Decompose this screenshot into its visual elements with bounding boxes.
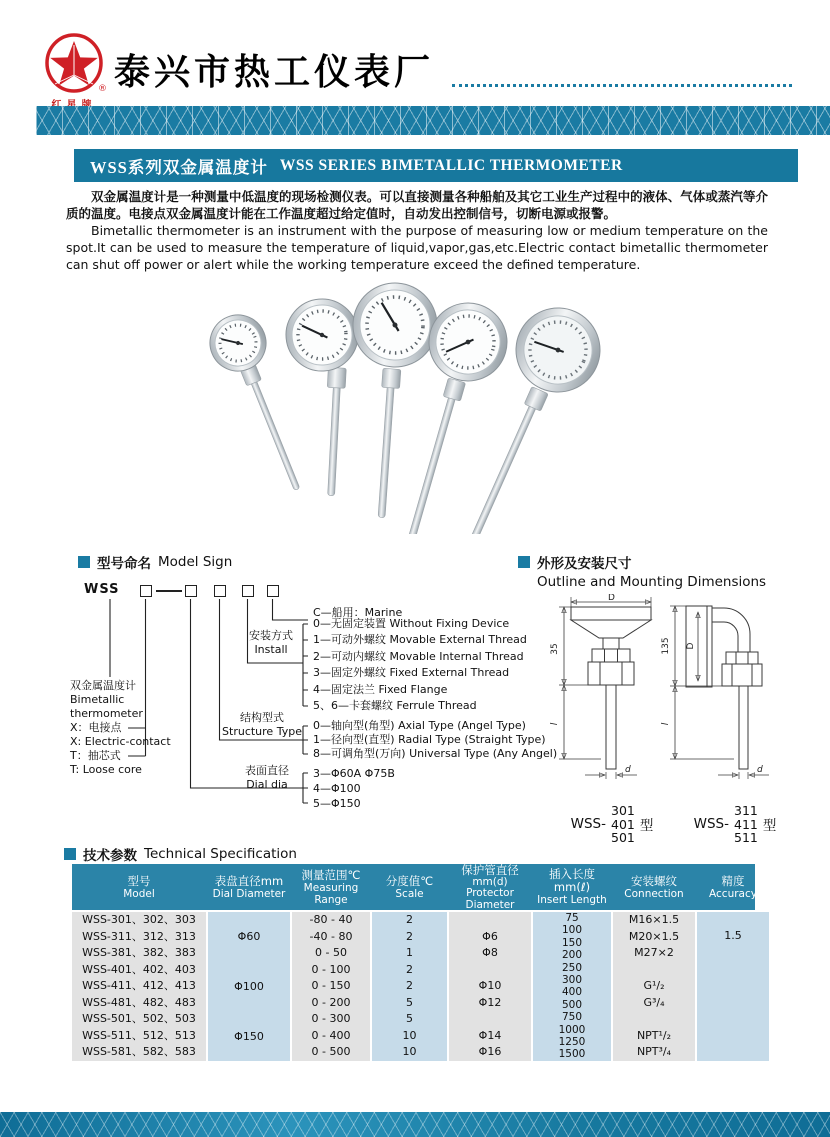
- outline-drawing-angle: [660, 594, 810, 809]
- table-row: WSS-381、382、383: [82, 946, 196, 960]
- dial-options: [313, 766, 395, 811]
- lattice-band-bottom: [0, 1112, 830, 1137]
- structure-option: 0—轴向型(角型) Axial Type (Angel Type): [313, 719, 526, 732]
- spec-heading-en: Technical Specification: [144, 846, 297, 862]
- svg-text:D: D: [608, 594, 615, 603]
- svg-text:l: l: [661, 722, 671, 726]
- install-option: 0—无固定装置 Without Fixing Device: [313, 617, 510, 630]
- table-row: WSS-511、512、513: [82, 1028, 196, 1042]
- drawing-label-angle: WSS- 311 411 511 型: [693, 803, 777, 845]
- model-sign-heading: [78, 552, 232, 572]
- section-bullet: [518, 556, 530, 568]
- drawing-label-straight: WSS- 301 401 501 型: [570, 803, 654, 845]
- model-digit-box-1: [140, 585, 152, 597]
- col-header-connection: 安装螺纹 Connection: [624, 873, 684, 900]
- protector-column: Φ6 Φ8 Φ10 Φ12 Φ14 Φ16: [449, 912, 531, 1061]
- series-title-en: WSS SERIES BIMETALLIC THERMOMETER: [279, 156, 623, 174]
- dial-option: 3—Φ60A Φ75B: [313, 767, 395, 780]
- outline-heading-en: Outline and Mounting Dimensions: [537, 574, 767, 590]
- table-row: WSS-581、582、583: [82, 1045, 196, 1059]
- svg-text:d: d: [625, 765, 631, 775]
- connection-column: M16×1.5 M20×1.5 M27×2 G¹/₂ G³/₄ NPT¹/₂ NPT³/₄: [613, 912, 695, 1061]
- svg-text:35: 35: [550, 643, 560, 655]
- dial-dia-label: 表面直径 Dial dia: [245, 764, 289, 791]
- svg-text:d: d: [757, 765, 763, 775]
- table-row: WSS-311、312、313: [82, 929, 196, 943]
- section-bullet: [64, 848, 76, 860]
- lattice-band-top: [36, 106, 830, 135]
- model-digit-box-2: [185, 585, 197, 597]
- install-label: 安装方式 Install: [249, 629, 293, 656]
- spec-table-body: [72, 912, 755, 1061]
- dial-diameter-column: Φ60 Φ100 Φ150: [208, 912, 290, 1061]
- model-sign-heading-en: Model Sign: [158, 554, 233, 570]
- dial-option: 4—Φ100: [313, 782, 361, 795]
- col-header-insert: 插入长度mm(ℓ) Insert Length: [537, 867, 607, 906]
- product-photo: [150, 276, 670, 534]
- col-header-scale: 分度值℃ Scale: [385, 873, 434, 900]
- model-prefix: WSS: [84, 582, 120, 597]
- spec-table-header: [72, 864, 755, 910]
- marine-option: C—船用：Marine: [313, 606, 403, 619]
- structure-label: 结构型式 Structure Type: [222, 711, 302, 738]
- structure-option: 1—径向型(直型) Radial Type (Straight Type): [313, 732, 546, 746]
- col-header-model: 型号 Model: [123, 873, 155, 900]
- model-digit-box-3: [214, 585, 226, 597]
- outline-heading-zh: 外形及安装尺寸: [537, 556, 632, 572]
- install-option: 5、6—卡套螺纹 Ferrule Thread: [313, 698, 477, 712]
- intro-paragraph-en: Bimetallic thermometer is an instrument with the purpose of measuring low or medium temperature on the spot.It can be used to measure the temperature of liquid,vapor,gas,etc.Electric contact bimetallic thermometer can shut off power or alert while the working temperature exceed the defined temperature.: [66, 223, 768, 272]
- registered-mark: ®: [98, 84, 107, 94]
- structure-options: [313, 719, 557, 760]
- col-header-protector: 保护管直径 mm(d) Protector Diameter: [461, 862, 519, 911]
- install-option: 4—固定法兰 Fixed Flange: [313, 682, 448, 696]
- table-row: WSS-401、402、403: [82, 962, 196, 976]
- model-sign-heading-zh: 型号命名: [97, 556, 151, 572]
- col-header-accuracy: 精度 Accuracy: [709, 873, 757, 900]
- svg-text:D: D: [686, 642, 696, 650]
- svg-text:135: 135: [661, 637, 671, 655]
- col-header-range: 测量范围℃ Measuring Range: [301, 867, 361, 906]
- outline-heading: [518, 552, 766, 590]
- svg-text:l: l: [550, 722, 560, 726]
- model-digit-box-4: [242, 585, 254, 597]
- series-title-bar: [74, 149, 798, 182]
- table-row: WSS-501、502、503: [82, 1012, 196, 1026]
- accuracy-column: 1.5: [697, 912, 769, 1061]
- table-row: WSS-481、482、483: [82, 995, 196, 1009]
- table-row: WSS-301、302、303: [82, 913, 196, 926]
- intro-paragraph-zh: 双金属温度计是一种测量中低温度的现场检测仪表。可以直接测量各种船舶及其它工业生产过程中的液体、气体或蒸汽等介质的温度。电接点双金属温度计能在工作温度超过给定值时，自动发出控制信号，切断电源或报警。: [66, 189, 768, 221]
- spec-heading-zh: 技术参数: [83, 848, 137, 864]
- dial-option: 5—Φ150: [313, 797, 361, 810]
- intro-text: [66, 188, 768, 273]
- scale-column: 2 2 1 2 2 5 5 10 10: [372, 912, 447, 1061]
- install-option: 3—固定外螺纹 Fixed External Thread: [313, 666, 510, 680]
- install-options: [313, 616, 527, 714]
- insert-length-column: 75 100 150 200 250 300 400 500 750 1000 1250 1500: [533, 912, 611, 1061]
- range-column: -80 - 40 -40 - 80 0 - 50 0 - 100 0 - 150 0 - 200 0 - 300 0 - 400 0 - 500: [292, 912, 370, 1061]
- install-option: 2—可动内螺纹 Movable Internal Thread: [313, 649, 524, 663]
- series-title-zh: WSS系列双金属温度计: [90, 157, 268, 177]
- red-star-logo: [42, 33, 108, 97]
- model-column: [72, 912, 206, 1061]
- spec-heading: [64, 844, 297, 864]
- col-header-dial: 表盘直径mm Dial Diameter: [212, 873, 286, 900]
- table-row: WSS-411、412、413: [82, 979, 196, 993]
- structure-option: 8—可调角型(万向) Universal Type (Any Angel): [313, 746, 558, 760]
- thermometer-type-labels: 双金属温度计 Bimetallic thermometer X：电接点 X: Electric-contact T：抽芯式 T: Loose core: [70, 679, 171, 776]
- company-name: 泰兴市热工仪表厂: [114, 52, 435, 93]
- model-digit-box-5: [267, 585, 279, 597]
- header-dotted-rule: [452, 84, 792, 87]
- section-bullet: [78, 556, 90, 568]
- install-option: 1—可动外螺纹 Movable External Thread: [313, 633, 527, 647]
